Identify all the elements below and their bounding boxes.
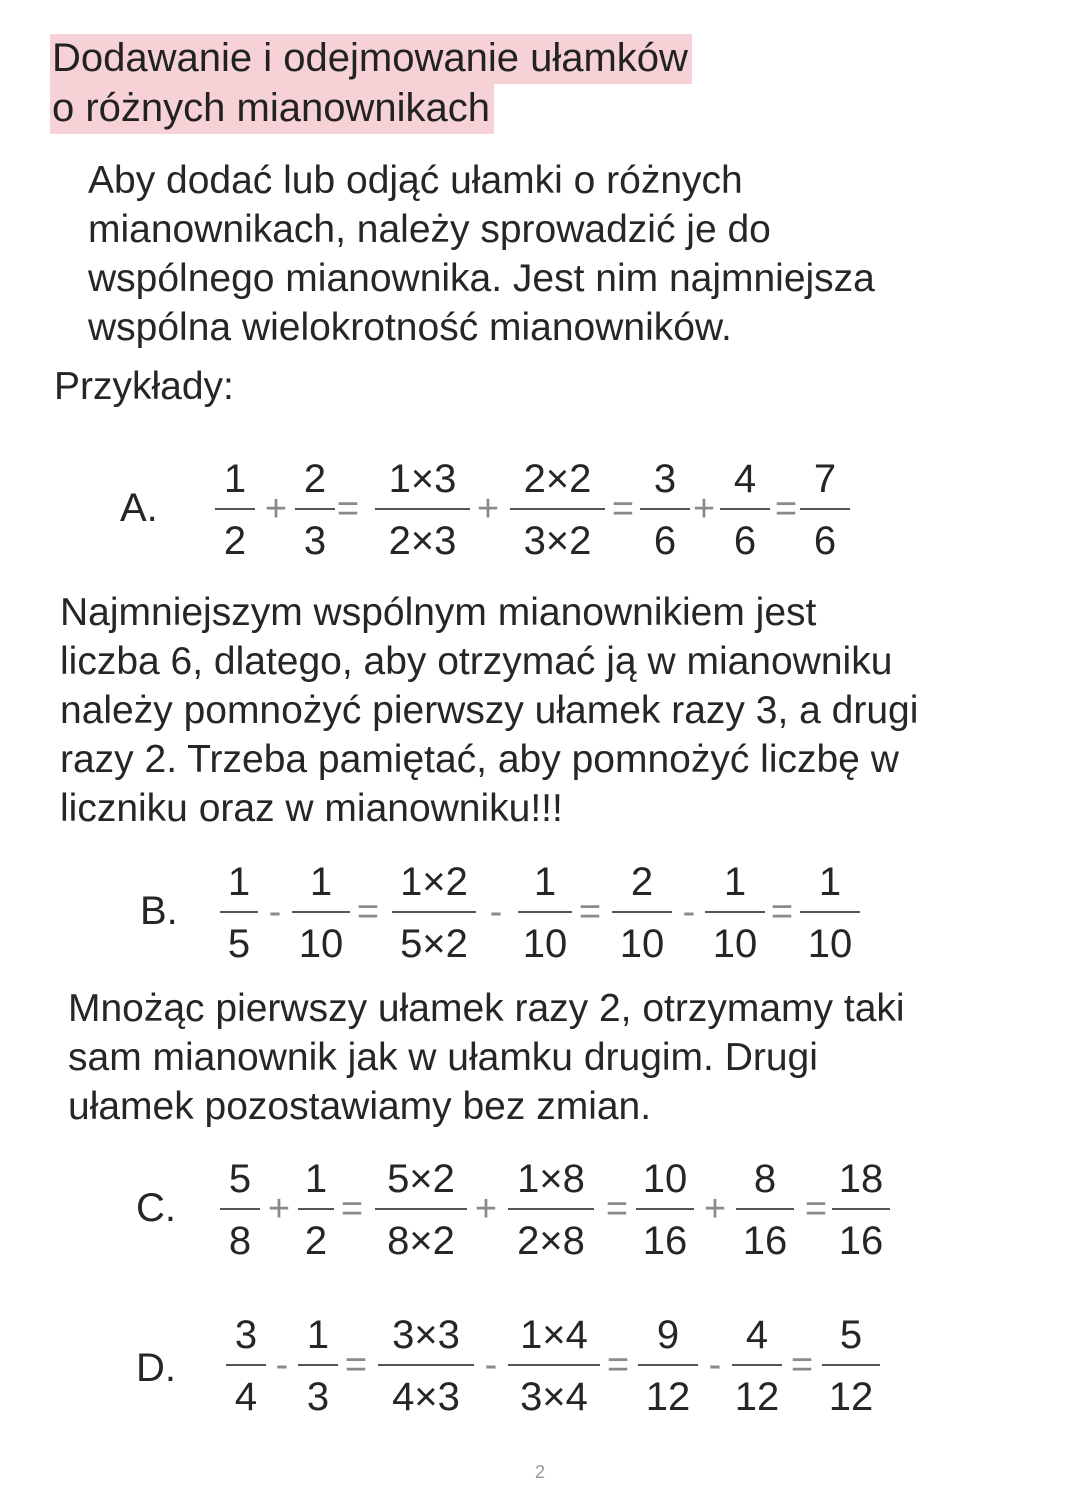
page-title [50, 34, 692, 134]
example-a-label: A. [120, 486, 158, 530]
denominator: 3×2 [523, 519, 592, 563]
equals-sign: = [336, 488, 360, 530]
minus-sign: - [275, 1344, 289, 1386]
title-line-1: Dodawanie i odejmowanie ułamków [50, 34, 692, 84]
fraction-bar [705, 911, 765, 913]
numerator: 9 [656, 1313, 680, 1357]
fraction-bar [508, 1364, 600, 1366]
denominator: 5×2 [400, 922, 468, 966]
fraction-bar [636, 1208, 694, 1210]
fraction [705, 853, 765, 973]
plus-sign: + [476, 488, 500, 530]
numerator: 5 [228, 1157, 252, 1201]
equals-sign: = [790, 1344, 814, 1386]
fraction-bar [638, 1364, 698, 1366]
fraction [298, 1150, 334, 1270]
minus-sign: - [268, 891, 282, 933]
plus-sign: + [703, 1188, 727, 1230]
denominator: 4×3 [392, 1375, 460, 1419]
denominator: 16 [838, 1219, 884, 1263]
equals-sign: = [804, 1188, 828, 1230]
denominator: 6 [653, 519, 677, 563]
fraction-bar [832, 1208, 890, 1210]
fraction-bar [510, 508, 605, 510]
denominator: 16 [742, 1219, 788, 1263]
equals-sign: = [578, 891, 602, 933]
equals-sign: = [356, 891, 380, 933]
denominator: 8 [228, 1219, 252, 1263]
explanation-line: sam mianownik jak w ułamku drugim. Drugi [68, 1036, 818, 1079]
fraction [392, 853, 476, 973]
fraction [378, 1306, 474, 1426]
fraction-bar [612, 911, 672, 913]
intro-line: mianownikach, należy sprowadzić je do [88, 208, 771, 251]
equals-sign: = [340, 1188, 364, 1230]
denominator: 4 [234, 1375, 258, 1419]
fraction-bar [215, 508, 255, 510]
denominator: 3 [306, 1375, 330, 1419]
fraction [612, 853, 672, 973]
fraction [800, 853, 860, 973]
denominator: 2 [223, 519, 247, 563]
fraction [220, 853, 258, 973]
fraction-bar [375, 1208, 467, 1210]
fraction [510, 450, 605, 570]
fraction-bar [822, 1364, 880, 1366]
explanation-line: ułamek pozostawiamy bez zmian. [68, 1085, 652, 1128]
numerator: 7 [813, 457, 837, 501]
fraction [215, 450, 255, 570]
numerator: 5×2 [387, 1157, 455, 1201]
fraction [508, 1150, 594, 1270]
numerator: 2×2 [523, 457, 592, 501]
explanation-line: razy 2. Trzeba pamiętać, aby pomnożyć liczbę w [60, 738, 899, 781]
numerator: 1 [304, 1157, 328, 1201]
numerator: 1×8 [517, 1157, 585, 1201]
fraction [736, 1150, 794, 1270]
denominator: 10 [619, 922, 665, 966]
fraction [295, 450, 335, 570]
fraction [832, 1150, 890, 1270]
equals-sign: = [344, 1344, 368, 1386]
equals-sign: = [605, 1188, 629, 1230]
fraction [822, 1306, 880, 1426]
example-b-label: B. [140, 889, 178, 933]
minus-sign: - [682, 891, 696, 933]
fraction [732, 1306, 782, 1426]
denominator: 12 [734, 1375, 780, 1419]
numerator: 1×2 [400, 860, 468, 904]
plus-sign: + [474, 1188, 498, 1230]
equation-c [0, 1150, 1080, 1270]
fraction-bar [640, 508, 690, 510]
numerator: 18 [838, 1157, 884, 1201]
example-c-label: C. [136, 1186, 176, 1230]
plus-sign: + [264, 488, 288, 530]
denominator: 10 [712, 922, 758, 966]
fraction-bar [392, 911, 476, 913]
equals-sign: = [774, 488, 798, 530]
equation-b [0, 853, 1080, 973]
numerator: 1 [723, 860, 747, 904]
numerator: 2 [303, 457, 327, 501]
fraction-bar [508, 1208, 594, 1210]
numerator: 3 [653, 457, 677, 501]
fraction [298, 1306, 338, 1426]
explanation-line: liczniku oraz w mianowniku!!! [60, 787, 563, 830]
numerator: 1 [223, 457, 247, 501]
numerator: 3 [234, 1313, 258, 1357]
fraction [640, 450, 690, 570]
fraction [220, 1150, 260, 1270]
explanation-line: liczba 6, dlatego, aby otrzymać ją w mianowniku [60, 640, 893, 683]
intro-paragraph [88, 156, 875, 352]
fraction [636, 1150, 694, 1270]
numerator: 2 [630, 860, 654, 904]
denominator: 2 [304, 1219, 328, 1263]
fraction [375, 1150, 467, 1270]
numerator: 1 [227, 860, 251, 904]
fraction-bar [720, 508, 770, 510]
plus-sign: + [267, 1188, 291, 1230]
minus-sign: - [708, 1344, 722, 1386]
denominator: 6 [813, 519, 837, 563]
numerator: 3×3 [392, 1313, 460, 1357]
numerator: 4 [745, 1313, 769, 1357]
numerator: 1 [309, 860, 333, 904]
numerator: 1 [818, 860, 842, 904]
fraction-bar [378, 1364, 474, 1366]
numerator: 1×3 [388, 457, 457, 501]
explanation-line: Najmniejszym wspólnym mianownikiem jest [60, 591, 817, 634]
minus-sign: - [484, 1344, 498, 1386]
fraction-bar [800, 911, 860, 913]
fraction-bar [292, 911, 350, 913]
fraction [508, 1306, 600, 1426]
fraction-bar [518, 911, 572, 913]
denominator: 2×3 [388, 519, 457, 563]
denominator: 12 [828, 1375, 874, 1419]
denominator: 3×4 [520, 1375, 588, 1419]
fraction [638, 1306, 698, 1426]
fraction-bar [800, 508, 850, 510]
fraction [375, 450, 470, 570]
denominator: 6 [733, 519, 757, 563]
example-d-label: D. [136, 1346, 176, 1390]
equals-sign: = [770, 891, 794, 933]
intro-line: wspólna wielokrotność mianowników. [88, 306, 732, 349]
explanation-a [60, 588, 918, 833]
page-number: 2 [534, 1462, 545, 1482]
denominator: 10 [298, 922, 344, 966]
fraction [518, 853, 572, 973]
numerator: 1 [533, 860, 557, 904]
denominator: 2×8 [517, 1219, 585, 1263]
fraction-bar [736, 1208, 794, 1210]
numerator: 10 [642, 1157, 688, 1201]
denominator: 10 [522, 922, 568, 966]
numerator: 1×4 [520, 1313, 588, 1357]
fraction [292, 853, 350, 973]
fraction-bar [298, 1364, 338, 1366]
plus-sign: + [692, 488, 716, 530]
denominator: 8×2 [387, 1219, 455, 1263]
numerator: 4 [733, 457, 757, 501]
denominator: 16 [642, 1219, 688, 1263]
numerator: 5 [839, 1313, 863, 1357]
numerator: 1 [306, 1313, 330, 1357]
explanation-line: Mnożąc pierwszy ułamek razy 2, otrzymamy taki [68, 987, 905, 1030]
explanation-b [68, 984, 905, 1131]
fraction-bar [375, 508, 470, 510]
fraction [720, 450, 770, 570]
fraction-bar [226, 1364, 266, 1366]
equation-a [0, 450, 1080, 570]
fraction-bar [298, 1208, 334, 1210]
fraction [800, 450, 850, 570]
equals-sign: = [611, 488, 635, 530]
fraction-bar [732, 1364, 782, 1366]
fraction-bar [220, 1208, 260, 1210]
fraction-bar [220, 911, 258, 913]
fraction [226, 1306, 266, 1426]
intro-line: Aby dodać lub odjąć ułamki o różnych [88, 159, 743, 202]
denominator: 3 [303, 519, 327, 563]
explanation-line: należy pomnożyć pierwszy ułamek razy 3, a drugi [60, 689, 919, 732]
equation-d [0, 1306, 1080, 1426]
denominator: 10 [807, 922, 853, 966]
numerator: 8 [753, 1157, 777, 1201]
intro-line: wspólnego mianownika. Jest nim najmniejsza [88, 257, 875, 300]
minus-sign: - [489, 891, 503, 933]
denominator: 5 [227, 922, 251, 966]
title-line-2: o różnych mianownikach [50, 84, 494, 134]
denominator: 12 [645, 1375, 691, 1419]
equals-sign: = [606, 1344, 630, 1386]
examples-heading: Przykłady: [54, 365, 234, 408]
fraction-bar [295, 508, 335, 510]
